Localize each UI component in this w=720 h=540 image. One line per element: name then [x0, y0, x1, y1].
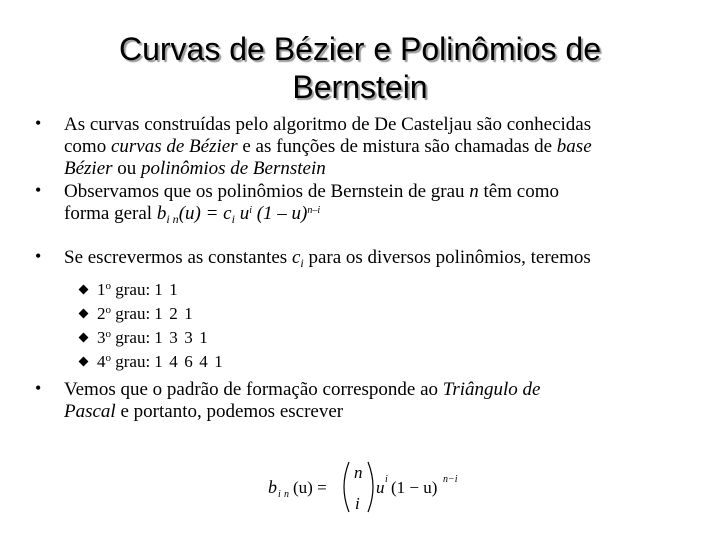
diamond-bullet-icon: [79, 285, 89, 295]
text-run: Se escrevermos as constantes: [64, 247, 292, 268]
coefficient: 1: [154, 328, 163, 347]
italic-term: curvas de Bézier: [110, 136, 238, 157]
bullet-4-text: [64, 379, 704, 423]
degree-word: grau:: [111, 280, 151, 299]
degree-row: [97, 304, 199, 324]
left-paren-icon: [344, 462, 349, 512]
italic-var: i: [249, 205, 252, 216]
text-run: como: [64, 136, 111, 157]
coefficient: 4: [199, 352, 208, 371]
coefficient: 1: [154, 304, 163, 323]
degree-word: grau:: [111, 328, 151, 347]
ordinal-mark: o: [105, 328, 111, 340]
degree-number: 2: [97, 304, 106, 323]
degree-number: 3: [97, 328, 106, 347]
bullet-marker: •: [35, 246, 42, 266]
degree-label: [97, 352, 150, 372]
italic-var: b: [156, 203, 167, 224]
diamond-bullet-icon: [79, 333, 89, 343]
text-run: Vemos que o padrão de formação corresponde ao: [64, 379, 443, 400]
text-run: e portanto, podemos escrever: [115, 401, 344, 422]
degree-label: [97, 328, 150, 348]
coefficient: 1: [199, 328, 208, 347]
degree-row: [97, 280, 184, 300]
degree-word: grau:: [111, 304, 151, 323]
title-line-2: Bernstein: [292, 69, 428, 105]
ordinal-mark: o: [105, 352, 111, 364]
right-paren-icon: [368, 462, 373, 512]
italic-var: (1 – u): [251, 203, 308, 224]
italic-term: polinômios de Bernstein: [141, 158, 326, 179]
italic-term: base: [556, 136, 592, 157]
text-run: para os diversos polinômios, teremos: [303, 247, 591, 268]
text-run: têm como: [478, 181, 559, 202]
formula-sup-i: i: [385, 474, 388, 485]
formula-one-minus: (1 − u): [391, 478, 438, 497]
coefficient: 1: [169, 280, 178, 299]
italic-var: n–i: [307, 205, 321, 216]
coefficient: 1: [214, 352, 223, 371]
bullet-1-line-2: [64, 136, 704, 158]
diamond-bullet-icon: [79, 309, 89, 319]
italic-var: u: [234, 203, 250, 224]
bullet-1-text: [64, 114, 704, 180]
degree-number: 1: [97, 280, 106, 299]
formula-sub-i: i: [278, 489, 281, 500]
bullet-3-text: [64, 247, 704, 269]
italic-var: i: [300, 256, 304, 270]
superscript: [307, 205, 320, 216]
text-run: Observamos que os polinômios de Bernstein de grau: [64, 181, 470, 202]
formula-u: u: [376, 478, 385, 497]
text-run: forma geral: [64, 203, 157, 224]
italic-var: n: [469, 181, 479, 202]
degree-label: [97, 304, 150, 324]
bullet-2-text: [64, 181, 704, 225]
italic-var: i n: [166, 212, 179, 226]
ordinal-mark: o: [105, 304, 111, 316]
subscript: [166, 212, 178, 226]
coefficient: 6: [184, 352, 193, 371]
text-run: ou: [112, 158, 142, 179]
bullet-3-line-1: [64, 247, 704, 269]
binom-top: n: [354, 463, 363, 482]
italic-term: Pascal: [64, 401, 116, 422]
coefficient: 2: [169, 304, 178, 323]
coefficient: 3: [169, 328, 178, 347]
coefficient: 1: [154, 352, 163, 371]
bullet-marker: •: [35, 180, 42, 200]
degree-row: [97, 352, 229, 372]
ordinal-mark: o: [105, 280, 111, 292]
bernstein-formula: [268, 458, 468, 518]
bullet-1-line-3: [64, 158, 704, 180]
italic-term: Bézier: [64, 158, 113, 179]
formula-sub-n: n: [284, 489, 289, 500]
bullet-marker: •: [35, 113, 42, 133]
formula-b: b: [268, 477, 277, 497]
bullet-4-line-2: [64, 401, 704, 423]
bullet-1-line-1: As curvas construídas pelo algoritmo de De Casteljau são conhecidas: [64, 114, 592, 135]
bullet-2-line-2: [64, 203, 704, 225]
formula-lhs-arg: (u) =: [293, 478, 327, 497]
degree-number: 4: [97, 352, 106, 371]
italic-term: Triângulo de: [442, 379, 541, 400]
title-line-1: Curvas de Bézier e Polinômios de: [118, 31, 601, 67]
diamond-bullet-icon: [79, 357, 89, 367]
formula-svg: [268, 458, 468, 518]
coefficient: 3: [184, 328, 193, 347]
italic-var: i: [231, 212, 235, 226]
slide-title: [60, 30, 660, 106]
italic-var: c: [291, 247, 301, 268]
degree-label: [97, 280, 150, 300]
bullet-2-line-1: [64, 181, 704, 203]
formula-sup-ni: n−i: [443, 474, 458, 485]
bullet-marker: •: [35, 378, 42, 398]
coefficient: 1: [184, 304, 193, 323]
italic-var: (u) = c: [178, 203, 232, 224]
binom-bottom: i: [355, 494, 360, 513]
degree-word: grau:: [111, 352, 151, 371]
coefficient: 1: [154, 280, 163, 299]
text-run: e as funções de mistura são chamadas de: [237, 136, 557, 157]
coefficient: 4: [169, 352, 178, 371]
bullet-4-line-1: [64, 379, 704, 401]
degree-row: [97, 328, 214, 348]
